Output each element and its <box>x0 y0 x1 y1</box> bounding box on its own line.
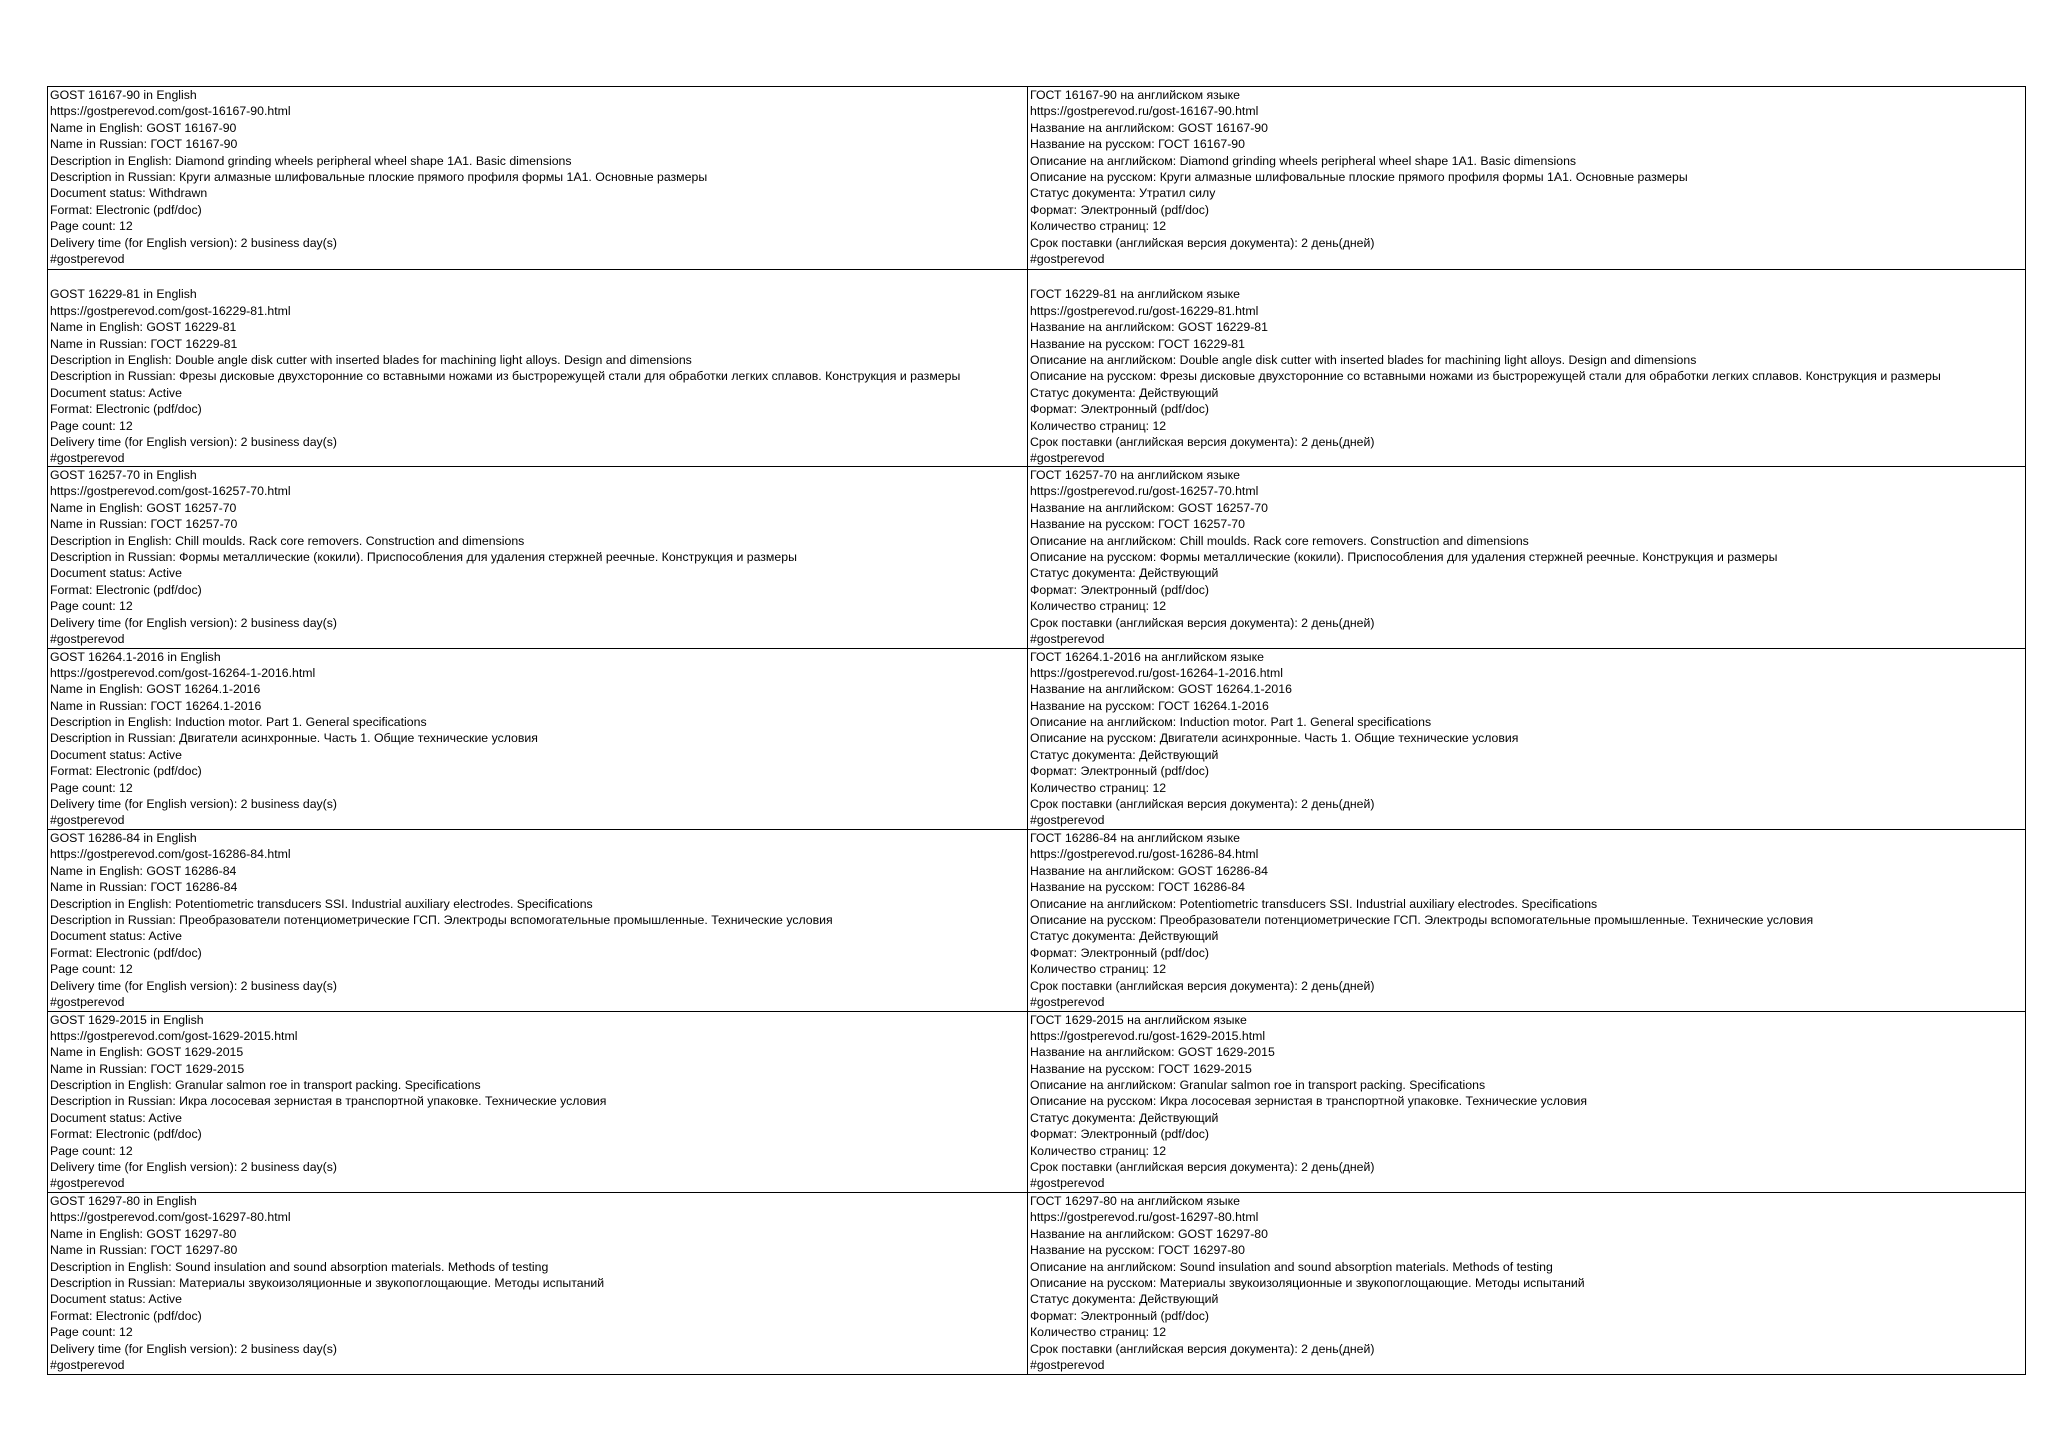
record-row-gost-16286-84 <box>48 829 2025 1011</box>
description-in-english: Description in English: Potentiometric transducers SSI. Industrial auxiliary electrodes. Specifications <box>50 896 593 911</box>
delivery-time-ru: Срок поставки (английская версия документа): 2 день(дней) <box>1030 978 1375 993</box>
document-status: Document status: Active <box>50 566 182 581</box>
name-in-english-ru: Название на английском: GOST 16286-84 <box>1030 863 1268 878</box>
record-row-gost-16167-90 <box>48 87 2025 269</box>
format-ru: Формат: Электронный (pdf/doc) <box>1030 582 1210 597</box>
delivery-time: Delivery time (for English version): 2 business day(s) <box>50 797 338 812</box>
english-cell <box>48 830 1028 1011</box>
name-in-english: Name in English: GOST 16257-70 <box>50 500 237 515</box>
document-status-ru: Статус документа: Действующий <box>1030 1110 1219 1125</box>
name-in-russian-ru: Название на русском: ГОСТ 16167-90 <box>1030 137 1245 152</box>
delivery-time: Delivery time (for English version): 2 business day(s) <box>50 615 338 630</box>
format-ru: Формат: Электронный (pdf/doc) <box>1030 945 1210 960</box>
description-in-russian: Description in Russian: Материалы звукоизоляционные и звукопоглощающие. Методы испытаний <box>50 1275 605 1290</box>
record-row-gost-16297-80 <box>48 1192 2025 1374</box>
page-count-ru: Количество страниц: 12 <box>1030 599 1167 614</box>
name-in-english: Name in English: GOST 16229-81 <box>50 320 237 335</box>
record-url-en[interactable]: https://gostperevod.com/gost-16167-90.html <box>50 104 291 119</box>
record-title-en: GOST 16257-70 in English <box>50 468 197 482</box>
description-in-russian: Description in Russian: Формы металлические (кокили). Приспособления для удаления стержней реечные. Конструкция и размеры <box>50 549 797 564</box>
name-in-english-ru: Название на английском: GOST 1629-2015 <box>1030 1045 1275 1060</box>
page-count: Page count: 12 <box>50 962 133 977</box>
name-in-russian-ru: Название на русском: ГОСТ 16257-70 <box>1030 517 1245 532</box>
description-in-russian-ru: Описание на русском: Материалы звукоизоляционные и звукопоглощающие. Методы испытаний <box>1030 1275 1585 1290</box>
record-title-ru: ГОСТ 16297-80 на английском языке <box>1030 1194 1240 1208</box>
description-in-english: Description in English: Induction motor. Part 1. General specifications <box>50 715 427 730</box>
gost-records-table <box>47 86 2026 1375</box>
page-count: Page count: 12 <box>50 599 133 614</box>
description-in-russian: Description in Russian: Круги алмазные шлифовальные плоские прямого профиля формы 1A1. Основные размеры <box>50 169 708 184</box>
description-in-russian-ru: Описание на русском: Преобразователи потенциометрические ГСП. Электроды вспомогательные промышленные. Технические условия <box>1030 912 1814 927</box>
record-url-ru[interactable]: https://gostperevod.ru/gost-16286-84.html <box>1030 847 1259 862</box>
document-status: Document status: Active <box>50 1292 182 1307</box>
page-count-ru: Количество страниц: 12 <box>1030 1325 1167 1340</box>
record-url-ru[interactable]: https://gostperevod.ru/gost-16297-80.html <box>1030 1210 1259 1225</box>
document-status-ru: Статус документа: Утратил силу <box>1030 186 1216 201</box>
description-in-russian: Description in Russian: Преобразователи потенциометрические ГСП. Электроды вспомогательные промышленные. Технические условия <box>50 912 833 927</box>
english-cell <box>48 270 1028 466</box>
description-in-english: Description in English: Chill moulds. Rack core removers. Construction and dimensions <box>50 533 525 548</box>
description-in-english: Description in English: Granular salmon roe in transport packing. Specifications <box>50 1078 481 1093</box>
russian-cell <box>1028 1012 2025 1193</box>
page-count-ru: Количество страниц: 12 <box>1030 418 1167 433</box>
name-in-russian-ru: Название на русском: ГОСТ 1629-2015 <box>1030 1061 1252 1076</box>
name-in-russian: Name in Russian: ГОСТ 16286-84 <box>50 880 238 895</box>
russian-cell <box>1028 830 2025 1011</box>
page-count: Page count: 12 <box>50 1143 133 1158</box>
description-in-english: Description in English: Diamond grinding wheels peripheral wheel shape 1A1. Basic dimensions <box>50 153 572 168</box>
name-in-russian: Name in Russian: ГОСТ 16257-70 <box>50 517 238 532</box>
record-url-ru[interactable]: https://gostperevod.ru/gost-16229-81.html <box>1030 303 1259 318</box>
format: Format: Electronic (pdf/doc) <box>50 945 202 960</box>
english-cell <box>48 1012 1028 1193</box>
description-in-russian: Description in Russian: Фрезы дисковые двухсторонние со вставными ножами из быстрорежущей стали для обработки легких сплавов. Конструкция и размеры <box>50 369 961 384</box>
russian-cell <box>1028 649 2025 830</box>
record-title-en: GOST 16286-84 in English <box>50 831 197 845</box>
description-in-russian-ru: Описание на русском: Формы металлические (кокили). Приспособления для удаления стержней реечные. Конструкция и размеры <box>1030 549 1778 564</box>
english-cell <box>48 87 1028 269</box>
record-title-ru: ГОСТ 1629-2015 на английском языке <box>1030 1012 1247 1027</box>
hashtag-ru: #gostperevod <box>1030 631 1105 646</box>
hashtag: #gostperevod <box>50 1176 125 1191</box>
page-count: Page count: 12 <box>50 780 133 795</box>
delivery-time: Delivery time (for English version): 2 business day(s) <box>50 1341 338 1356</box>
record-row-gost-1629-2015 <box>48 1011 2025 1193</box>
description-in-english-ru: Описание на английском: Diamond grinding wheels peripheral wheel shape 1A1. Basic dimensions <box>1030 153 1577 168</box>
record-row-gost-16229-81 <box>48 269 2025 466</box>
record-title-en: GOST 1629-2015 in English <box>50 1012 204 1027</box>
name-in-russian: Name in Russian: ГОСТ 16229-81 <box>50 336 238 351</box>
delivery-time-ru: Срок поставки (английская версия документа): 2 день(дней) <box>1030 1341 1375 1356</box>
hashtag: #gostperevod <box>50 631 125 646</box>
delivery-time-ru: Срок поставки (английская версия документа): 2 день(дней) <box>1030 235 1375 250</box>
delivery-time-ru: Срок поставки (английская версия документа): 2 день(дней) <box>1030 1160 1375 1175</box>
description-in-russian-ru: Описание на русском: Фрезы дисковые двухсторонние со вставными ножами из быстрорежущей стали для обработки легких сплавов. Конструкция и размеры <box>1030 369 1941 384</box>
hashtag: #gostperevod <box>50 1357 125 1372</box>
name-in-russian: Name in Russian: ГОСТ 16297-80 <box>50 1243 238 1258</box>
document-status-ru: Статус документа: Действующий <box>1030 385 1219 400</box>
blank-line-ru <box>1030 270 2025 286</box>
hashtag-ru: #gostperevod <box>1030 451 1105 466</box>
name-in-russian: Name in Russian: ГОСТ 16167-90 <box>50 137 238 152</box>
hashtag: #gostperevod <box>50 251 125 266</box>
record-url-en[interactable]: https://gostperevod.com/gost-16297-80.html <box>50 1210 291 1225</box>
description-in-english-ru: Описание на английском: Granular salmon roe in transport packing. Specifications <box>1030 1078 1486 1093</box>
format-ru: Формат: Электронный (pdf/doc) <box>1030 402 1210 417</box>
page-count-ru: Количество страниц: 12 <box>1030 780 1167 795</box>
record-row-gost-16264-1-2016 <box>48 648 2025 830</box>
document-status-ru: Статус документа: Действующий <box>1030 1292 1219 1307</box>
document-status: Document status: Active <box>50 385 182 400</box>
name-in-english: Name in English: GOST 16167-90 <box>50 120 237 135</box>
document-status-ru: Статус документа: Действующий <box>1030 747 1219 762</box>
name-in-russian: Name in Russian: ГОСТ 1629-2015 <box>50 1061 245 1076</box>
delivery-time: Delivery time (for English version): 2 business day(s) <box>50 235 338 250</box>
document-status: Document status: Active <box>50 929 182 944</box>
name-in-english: Name in English: GOST 16264.1-2016 <box>50 682 261 697</box>
description-in-english-ru: Описание на английском: Potentiometric transducers SSI. Industrial auxiliary electrodes. Specifications <box>1030 896 1598 911</box>
format: Format: Electronic (pdf/doc) <box>50 1308 202 1323</box>
page-count-ru: Количество страниц: 12 <box>1030 962 1167 977</box>
page-count: Page count: 12 <box>50 418 133 433</box>
description-in-russian-ru: Описание на русском: Икра лососевая зернистая в транспортной упаковке. Технические условия <box>1030 1094 1587 1109</box>
name-in-english-ru: Название на английском: GOST 16297-80 <box>1030 1226 1268 1241</box>
name-in-russian-ru: Название на русском: ГОСТ 16297-80 <box>1030 1243 1245 1258</box>
format-ru: Формат: Электронный (pdf/doc) <box>1030 764 1210 779</box>
delivery-time-ru: Срок поставки (английская версия документа): 2 день(дней) <box>1030 797 1375 812</box>
russian-cell <box>1028 87 2025 269</box>
description-in-english-ru: Описание на английском: Chill moulds. Rack core removers. Construction and dimensions <box>1030 533 1529 548</box>
record-url-ru[interactable]: https://gostperevod.ru/gost-16167-90.html <box>1030 104 1259 119</box>
document-status: Document status: Active <box>50 1110 182 1125</box>
russian-cell <box>1028 467 2025 648</box>
name-in-english-ru: Название на английском: GOST 16264.1-2016 <box>1030 682 1292 697</box>
hashtag-ru: #gostperevod <box>1030 251 1105 266</box>
english-cell <box>48 649 1028 830</box>
format-ru: Формат: Электронный (pdf/doc) <box>1030 1308 1210 1323</box>
document-status-ru: Статус документа: Действующий <box>1030 566 1219 581</box>
record-url-ru[interactable]: https://gostperevod.ru/gost-16257-70.html <box>1030 484 1259 499</box>
description-in-english: Description in English: Sound insulation and sound absorption materials. Methods of testing <box>50 1259 549 1274</box>
record-url-ru[interactable]: https://gostperevod.ru/gost-16264-1-2016.html <box>1030 665 1283 680</box>
english-cell <box>48 1193 1028 1374</box>
format-ru: Формат: Электронный (pdf/doc) <box>1030 1127 1210 1142</box>
hashtag-ru: #gostperevod <box>1030 1357 1105 1372</box>
hashtag: #gostperevod <box>50 813 125 828</box>
delivery-time-ru: Срок поставки (английская версия документа): 2 день(дней) <box>1030 615 1375 630</box>
record-title-en: GOST 16297-80 in English <box>50 1194 197 1208</box>
record-title-ru: ГОСТ 16229-81 на английском языке <box>1030 287 1240 302</box>
english-cell <box>48 467 1028 648</box>
russian-cell <box>1028 1193 2025 1374</box>
description-in-english-ru: Описание на английском: Double angle disk cutter with inserted blades for machining light alloys. Design and dimensions <box>1030 352 1697 367</box>
page-count-ru: Количество страниц: 12 <box>1030 219 1167 234</box>
description-in-english: Description in English: Double angle disk cutter with inserted blades for machining light alloys. Design and dimensions <box>50 352 692 367</box>
blank-line <box>50 270 1027 286</box>
hashtag: #gostperevod <box>50 994 125 1009</box>
hashtag-ru: #gostperevod <box>1030 1176 1105 1191</box>
page-count-ru: Количество страниц: 12 <box>1030 1143 1167 1158</box>
document-status-ru: Статус документа: Действующий <box>1030 929 1219 944</box>
hashtag-ru: #gostperevod <box>1030 994 1105 1009</box>
format: Format: Electronic (pdf/doc) <box>50 402 202 417</box>
description-in-russian-ru: Описание на русском: Двигатели асинхронные. Часть 1. Общие технические условия <box>1030 731 1519 746</box>
record-row-gost-16257-70 <box>48 466 2025 648</box>
page-count: Page count: 12 <box>50 219 133 234</box>
record-url-en[interactable]: https://gostperevod.com/gost-1629-2015.html <box>50 1028 298 1043</box>
name-in-english-ru: Название на английском: GOST 16257-70 <box>1030 500 1268 515</box>
name-in-english-ru: Название на английском: GOST 16229-81 <box>1030 320 1268 335</box>
record-url-en[interactable]: https://gostperevod.com/gost-16264-1-2016.html <box>50 665 316 680</box>
delivery-time: Delivery time (for English version): 2 business day(s) <box>50 978 338 993</box>
name-in-english: Name in English: GOST 1629-2015 <box>50 1045 244 1060</box>
record-url-en[interactable]: https://gostperevod.com/gost-16286-84.html <box>50 847 291 862</box>
record-title-ru: ГОСТ 16264.1-2016 на английском языке <box>1030 649 1264 664</box>
russian-cell <box>1028 270 2025 466</box>
document-status: Document status: Withdrawn <box>50 186 208 201</box>
name-in-english: Name in English: GOST 16297-80 <box>50 1226 237 1241</box>
delivery-time-ru: Срок поставки (английская версия документа): 2 день(дней) <box>1030 434 1375 449</box>
format: Format: Electronic (pdf/doc) <box>50 582 202 597</box>
description-in-russian: Description in Russian: Икра лососевая зернистая в транспортной упаковке. Технические условия <box>50 1094 607 1109</box>
record-url-en[interactable]: https://gostperevod.com/gost-16257-70.html <box>50 484 291 499</box>
delivery-time: Delivery time (for English version): 2 business day(s) <box>50 1160 338 1175</box>
record-title-ru: ГОСТ 16286-84 на английском языке <box>1030 831 1240 845</box>
name-in-english: Name in English: GOST 16286-84 <box>50 863 237 878</box>
name-in-russian-ru: Название на русском: ГОСТ 16264.1-2016 <box>1030 698 1269 713</box>
name-in-russian-ru: Название на русском: ГОСТ 16286-84 <box>1030 880 1245 895</box>
format: Format: Electronic (pdf/doc) <box>50 1127 202 1142</box>
hashtag-ru: #gostperevod <box>1030 813 1105 828</box>
name-in-english-ru: Название на английском: GOST 16167-90 <box>1030 120 1268 135</box>
record-url-en[interactable]: https://gostperevod.com/gost-16229-81.html <box>50 303 291 318</box>
record-title-en: GOST 16167-90 in English <box>50 88 197 102</box>
record-title-ru: ГОСТ 16257-70 на английском языке <box>1030 468 1240 482</box>
format: Format: Electronic (pdf/doc) <box>50 202 202 217</box>
page-count: Page count: 12 <box>50 1325 133 1340</box>
hashtag: #gostperevod <box>50 451 125 466</box>
description-in-english-ru: Описание на английском: Sound insulation and sound absorption materials. Methods of testing <box>1030 1259 1553 1274</box>
record-title-en: GOST 16229-81 in English <box>50 287 197 302</box>
name-in-russian-ru: Название на русском: ГОСТ 16229-81 <box>1030 336 1245 351</box>
name-in-russian: Name in Russian: ГОСТ 16264.1-2016 <box>50 698 262 713</box>
document-status: Document status: Active <box>50 747 182 762</box>
description-in-russian-ru: Описание на русском: Круги алмазные шлифовальные плоские прямого профиля формы 1A1. Основные размеры <box>1030 169 1688 184</box>
format: Format: Electronic (pdf/doc) <box>50 764 202 779</box>
description-in-russian: Description in Russian: Двигатели асинхронные. Часть 1. Общие технические условия <box>50 731 538 746</box>
delivery-time: Delivery time (for English version): 2 business day(s) <box>50 434 338 449</box>
record-title-en: GOST 16264.1-2016 in English <box>50 649 221 664</box>
record-title-ru: ГОСТ 16167-90 на английском языке <box>1030 88 1240 102</box>
format-ru: Формат: Электронный (pdf/doc) <box>1030 202 1210 217</box>
description-in-english-ru: Описание на английском: Induction motor. Part 1. General specifications <box>1030 715 1432 730</box>
record-url-ru[interactable]: https://gostperevod.ru/gost-1629-2015.html <box>1030 1028 1266 1043</box>
